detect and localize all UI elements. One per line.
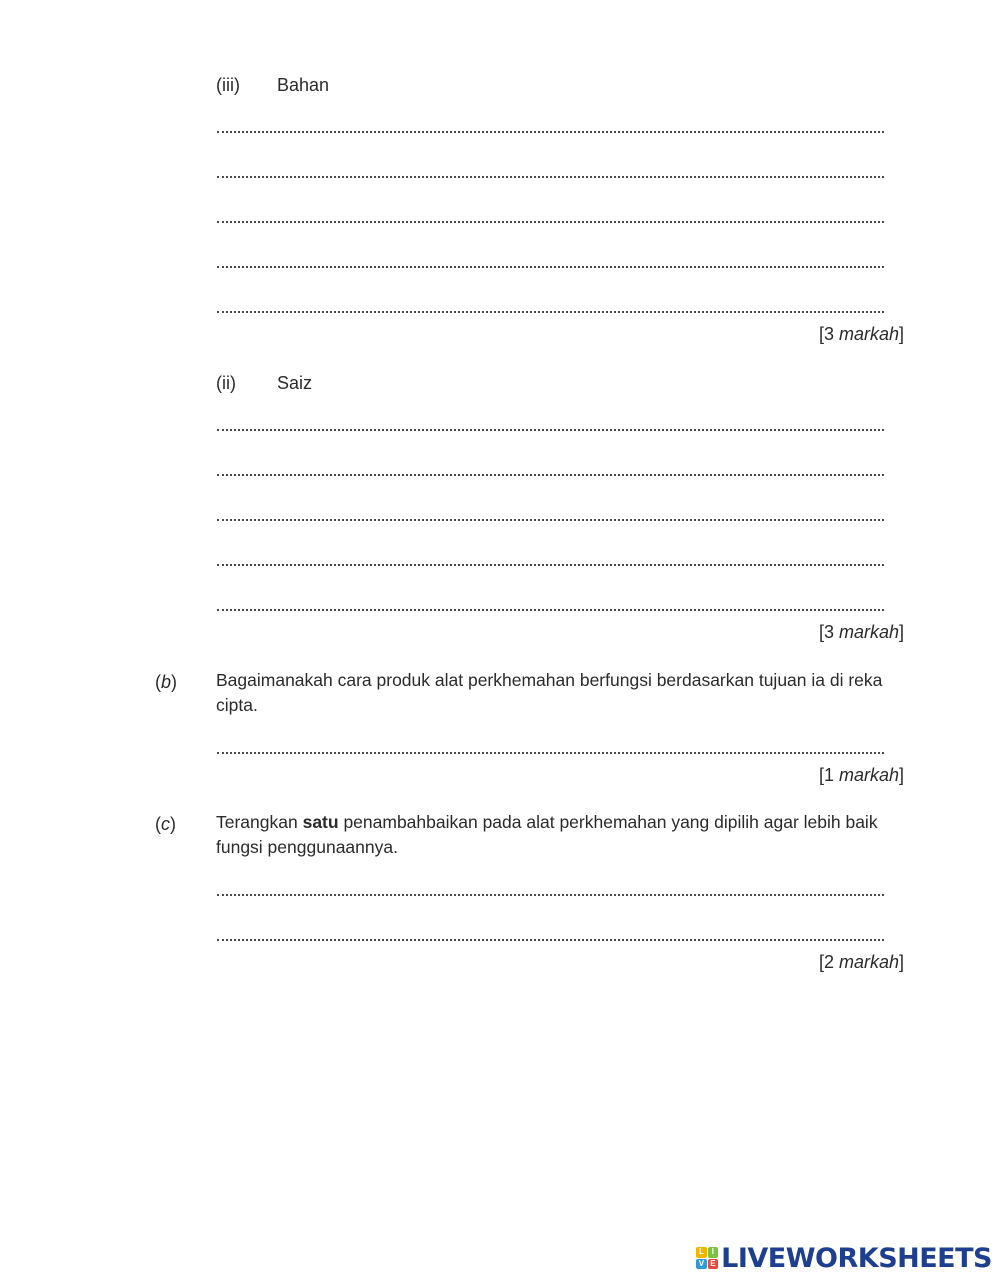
logo-badge-letter: I	[708, 1247, 719, 1258]
marks-b	[819, 764, 904, 786]
answer-line-bahan-1[interactable]	[217, 131, 884, 133]
answer-line-c-2[interactable]	[217, 939, 884, 941]
answer-line-saiz-2[interactable]	[217, 474, 884, 476]
liveworksheets-logo[interactable]	[696, 1243, 992, 1273]
subquestion-number-ii: (ii)	[216, 373, 236, 393]
question-c-after: penambahbaikan pada alat perkhemahan yang dipilih agar lebih baik fungsi penggunaannya.	[216, 812, 878, 857]
answer-line-b-1[interactable]	[217, 752, 884, 754]
marks-word: markah	[838, 324, 899, 344]
marks-word: markah	[838, 765, 899, 785]
marks-close: ]	[898, 952, 904, 972]
marks-saiz	[819, 621, 904, 643]
question-letter-c	[155, 813, 176, 835]
answer-line-bahan-3[interactable]	[217, 221, 884, 223]
marks-c	[819, 951, 904, 973]
marks-word: markah	[838, 952, 899, 972]
marks-word: markah	[838, 622, 899, 642]
answer-line-bahan-4[interactable]	[217, 266, 884, 268]
letter-close: )	[170, 814, 176, 834]
marks-open: [3	[818, 324, 839, 344]
marks-close: ]	[898, 324, 904, 344]
question-letter-b	[155, 671, 177, 693]
answer-line-saiz-4[interactable]	[217, 564, 884, 566]
logo-text: LIVEWORKSHEETS	[721, 1242, 992, 1274]
logo-badge-icon	[696, 1247, 718, 1269]
answer-line-c-1[interactable]	[217, 894, 884, 896]
question-c-bold: satu	[302, 812, 339, 832]
answer-line-bahan-2[interactable]	[217, 176, 884, 178]
subquestion-title-bahan: Bahan	[277, 75, 330, 95]
question-c-text	[216, 810, 896, 860]
subquestion-title-saiz: Saiz	[277, 373, 313, 393]
question-c-before: Terangkan	[216, 812, 303, 832]
logo-badge-letter: V	[696, 1259, 707, 1270]
logo-badge-letter: E	[708, 1259, 719, 1270]
answer-line-saiz-5[interactable]	[217, 609, 884, 611]
answer-line-saiz-1[interactable]	[217, 429, 884, 431]
letter: b	[161, 672, 172, 692]
letter-open: (	[155, 672, 161, 692]
subquestion-number-iii: (iii)	[216, 75, 240, 95]
marks-close: ]	[898, 765, 904, 785]
marks-close: ]	[898, 622, 904, 642]
marks-open: [3	[818, 622, 839, 642]
logo-badge-letter: L	[696, 1247, 707, 1258]
marks-open: [1	[818, 765, 839, 785]
answer-line-saiz-3[interactable]	[217, 519, 884, 521]
marks-open: [2	[818, 952, 839, 972]
letter-close: )	[171, 672, 178, 692]
answer-line-bahan-5[interactable]	[217, 311, 884, 313]
question-b-text: Bagaimanakah cara produk alat perkhemahan berfungsi berdasarkan tujuan ia di reka cipta.	[216, 670, 883, 715]
letter-open: (	[155, 814, 161, 834]
letter: c	[161, 814, 170, 834]
marks-bahan	[819, 323, 904, 345]
